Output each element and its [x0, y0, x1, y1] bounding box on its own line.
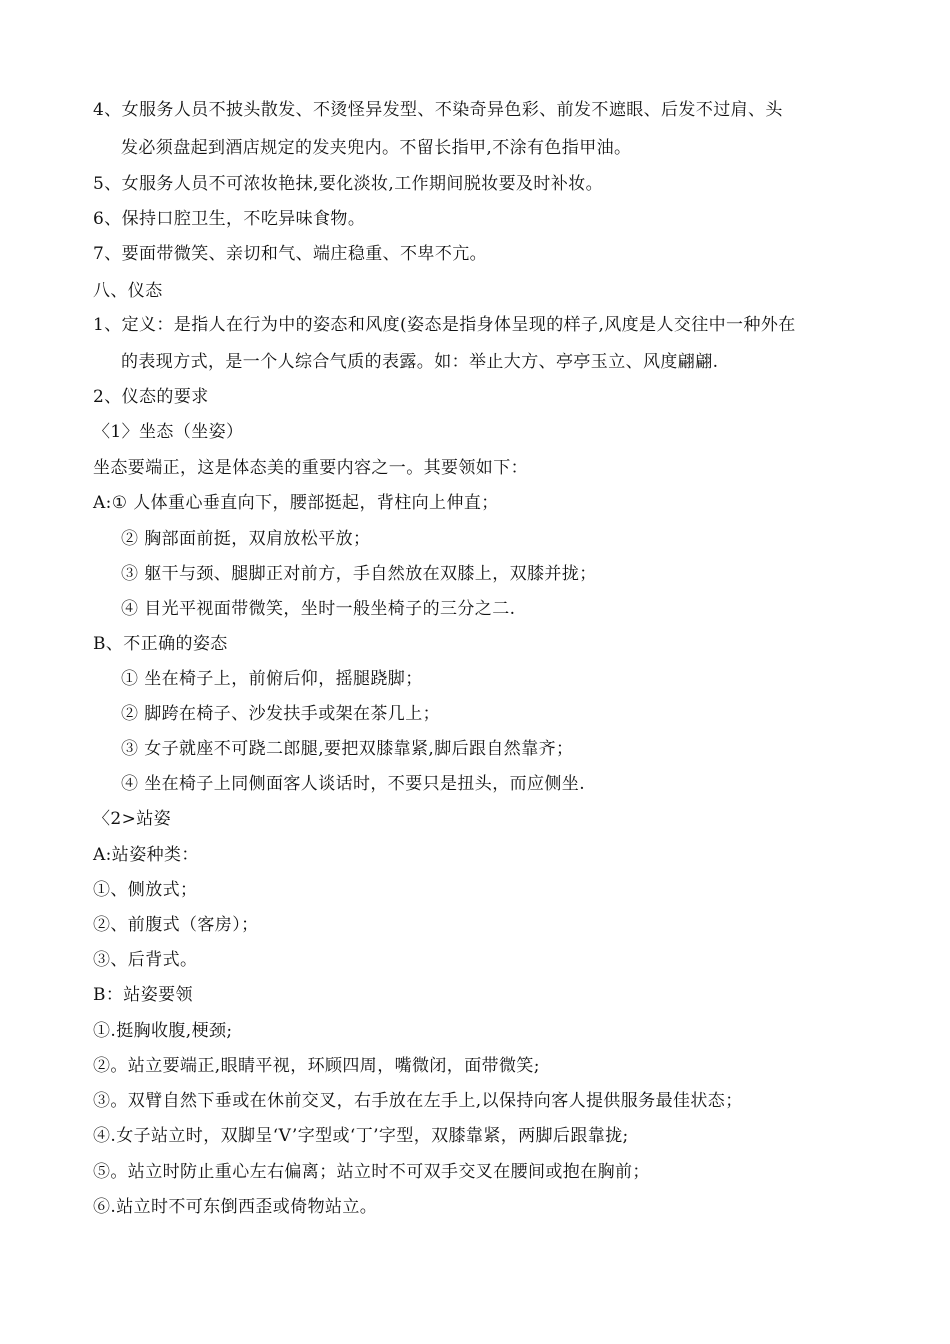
list-item-ess3: ③。双臂自然下垂或在休前交叉，右手放在左手上,以保持向客人提供服务最佳状态；	[93, 1091, 743, 1111]
text-line-definition: 1、定义：是指人在行为中的姿态和风度(姿态是指身体呈现的样子,风度是人交往中一种外在	[93, 315, 796, 335]
text-line-definition-cont: 的表现方式，是一个人综合气质的表露。如：举止大方、亭亭玉立、风度翩翩.	[121, 352, 719, 372]
list-item-ess1: ①.挺胸收腹,梗颈;	[93, 1021, 233, 1041]
text-line-sitting-intro: 坐态要端正，这是体态美的重要内容之一。其要领如下：	[93, 458, 528, 478]
list-item-type1: ①、侧放式；	[93, 880, 198, 900]
list-item-type2: ②、前腹式（客房）；	[93, 915, 259, 935]
list-item-ess2: ②。站立要端正,眼睛平视，环顾四周，嘴微闭，面带微笑;	[93, 1056, 540, 1076]
subheading-standing: 〈2>站姿	[93, 809, 172, 829]
text-line-6-hygiene: 6、保持口腔卫生，不吃异味食物。	[93, 209, 366, 229]
text-line-standing-types: A:站姿种类：	[93, 845, 199, 865]
subheading-sitting: 〈1〉坐态（坐姿）	[93, 422, 244, 442]
text-line-5-makeup: 5、女服务人员不可浓妆艳抹,要化淡妆,工作期间脱妆要及时补妆。	[93, 174, 604, 194]
list-item-type3: ③、后背式。	[93, 950, 198, 970]
list-item-ess6: ⑥.站立时不可东倒西歪或倚物站立。	[93, 1197, 378, 1217]
text-line-4-hair: 4、女服务人员不披头散发、不烫怪异发型、不染奇异色彩、前发不遮眼、后发不过肩、头	[93, 100, 783, 120]
subheading-incorrect-posture: B、不正确的姿态	[93, 634, 228, 654]
list-item-a3: ③ 躯干与颈、腿脚正对前方，手自然放在双膝上，双膝并拢；	[121, 564, 597, 584]
text-line-requirements: 2、仪态的要求	[93, 387, 209, 407]
list-item-ess4: ④.女子站立时，双脚呈‘V’字型或‘丁’字型，双膝靠紧，两脚后跟靠拢;	[93, 1126, 629, 1146]
list-item-a2: ② 胸部面前挺，双肩放松平放；	[121, 529, 371, 549]
text-line-4-cont: 发必须盘起到酒店规定的发夹兜内。不留长指甲,不涂有色指甲油。	[121, 138, 632, 158]
list-item-b3: ③ 女子就座不可跷二郎腿,要把双膝靠紧,脚后跟自然靠齐；	[121, 739, 574, 759]
list-item-a4: ④ 目光平视面带微笑，坐时一般坐椅子的三分之二.	[121, 599, 516, 619]
list-item-ess5: ⑤。站立时防止重心左右偏离；站立时不可双手交叉在腰间或抱在胸前；	[93, 1162, 650, 1182]
list-item-b1: ① 坐在椅子上，前俯后仰，摇腿跷脚；	[121, 669, 423, 689]
subheading-standing-essentials: B：站姿要领	[93, 985, 193, 1005]
text-line-7-smile: 7、要面带微笑、亲切和气、端庄稳重、不卑不亢。	[93, 244, 488, 264]
list-item-b4: ④ 坐在椅子上同侧面客人谈话时，不要只是扭头，而应侧坐.	[121, 774, 586, 794]
list-item-a1: A:① 人体重心垂直向下，腰部挺起，背柱向上伸直；	[93, 493, 499, 513]
list-item-b2: ② 脚跨在椅子、沙发扶手或架在茶几上；	[121, 704, 441, 724]
section-heading-8: 八、仪态	[93, 281, 163, 301]
